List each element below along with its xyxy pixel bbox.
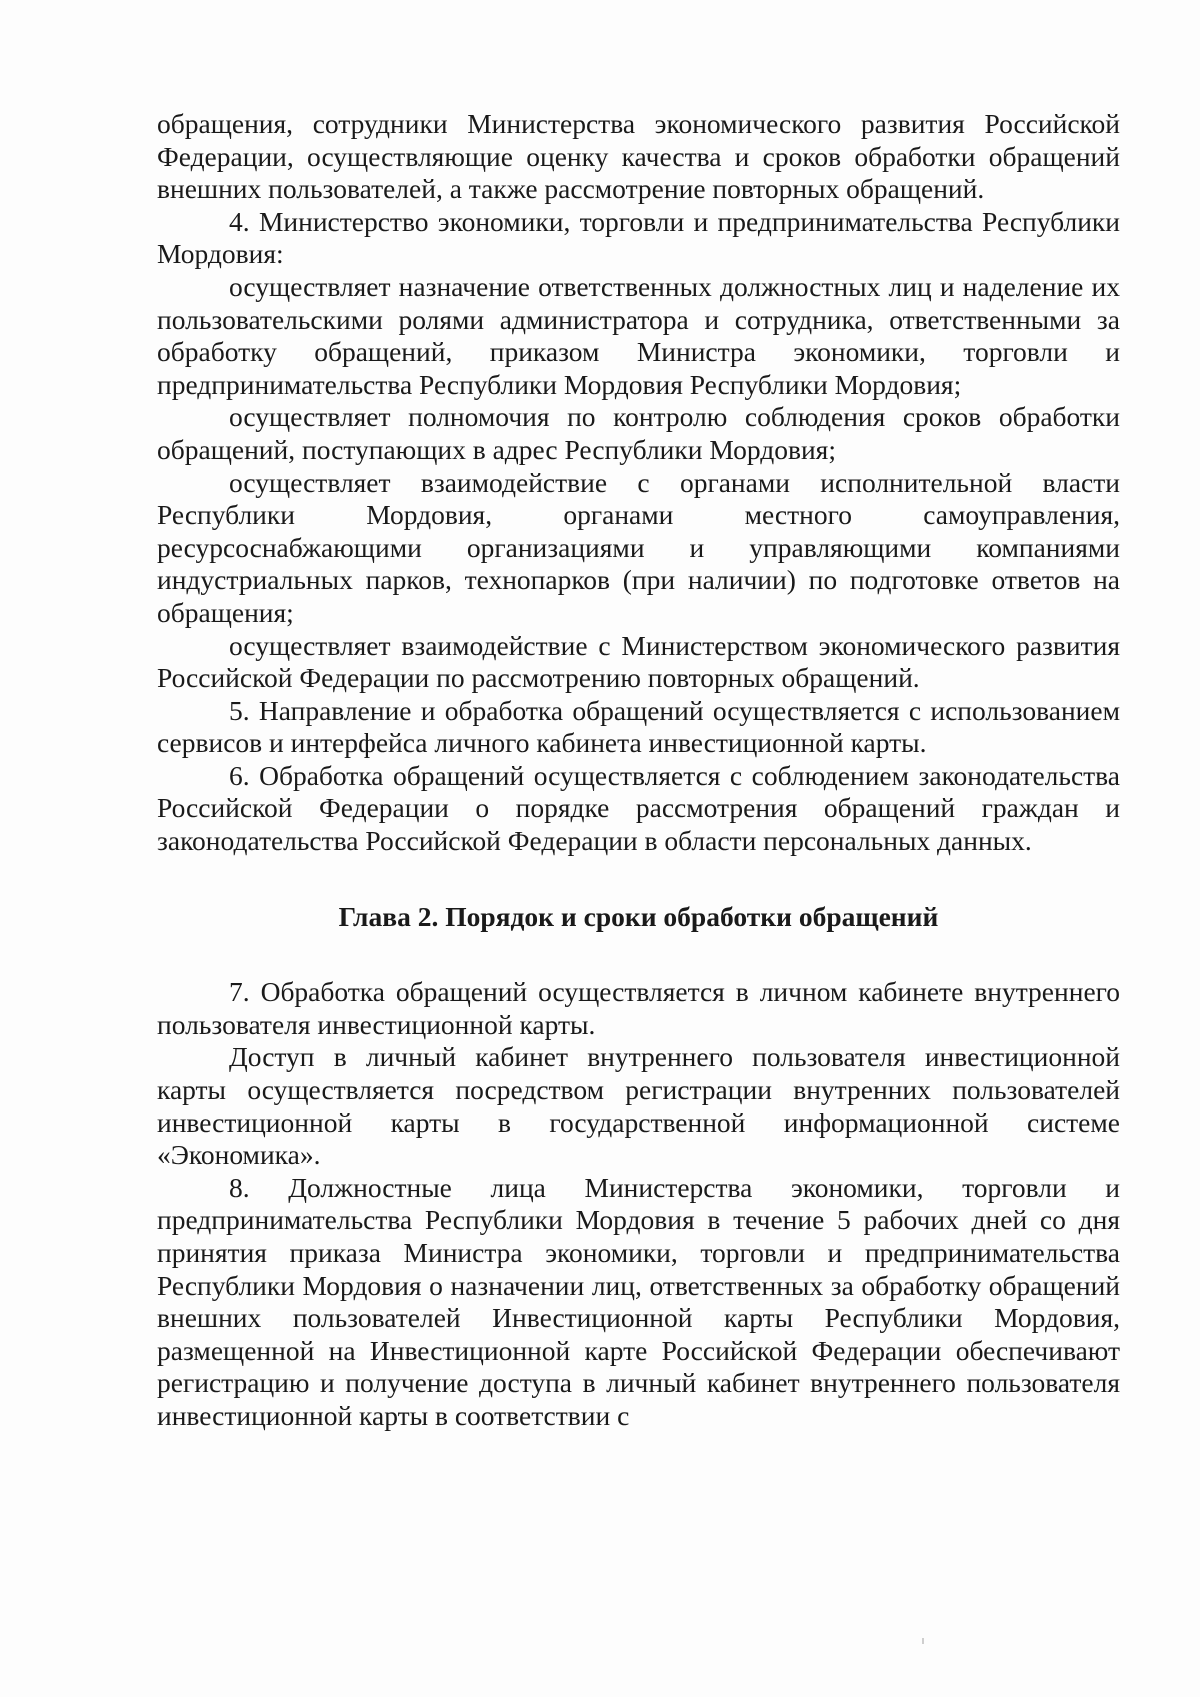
paragraph-item-4-duty-3: осуществляет взаимодействие с органами исполнительной власти Республики Мордовия, органами местного самоуправления, ресурсоснабжающими организациями и управляющими компаниями индустриальных парков, технопарков (при наличии) по подготовке ответов на обращения; xyxy=(157,466,1120,628)
document-body xyxy=(157,108,1120,1433)
paragraph-item-4: 4. Министерство экономики, торговли и предпринимательства Республики Мордовия: xyxy=(157,205,1120,270)
paragraph-item-8: 8. Должностные лица Министерства экономики, торговли и предпринимательства Республики Мордовия в течение 5 рабочих дней со дня принятия приказа Министра экономики, торговли и предпринимательства Республики Мордовия о назначении лиц, ответственных за обработку обращений внешних пользователей Инвестиционной карты Республики Мордовия, размещенной на Инвестиционной карте Российской Федерации обеспечивают регистрацию и получение доступа в личный кабинет внутреннего пользователя инвестиционной карты в соответствии с xyxy=(157,1171,1120,1431)
paragraph-item-4-duty-2: осуществляет полномочия по контролю соблюдения сроков обработки обращений, поступающих в адрес Республики Мордовия; xyxy=(157,401,1120,465)
paragraph-item-5: 5. Направление и обработка обращений осуществляется с использованием сервисов и интерфейса личного кабинета инвестиционной карты. xyxy=(157,694,1120,759)
paragraph-item-4-duty-1: осуществляет назначение ответственных должностных лиц и наделение их пользовательскими ролями администратора и сотрудника, ответственными за обработку обращений, приказом Министра экономики, торговли и предпринимательства Республики Мордовия Республики Мордовия; xyxy=(157,270,1120,400)
paragraph-item-7: 7. Обработка обращений осуществляется в личном кабинете внутреннего пользователя инвестиционной карты. xyxy=(157,976,1120,1040)
paragraph-item-4-duty-4: осуществляет взаимодействие с Министерством экономического развития Российской Федерации по рассмотрению повторных обращений. xyxy=(157,629,1120,694)
chapter-heading: Глава 2. Порядок и сроки обработки обращений xyxy=(338,900,939,932)
paragraph-continuation: обращения, сотрудники Министерства экономического развития Российской Федерации, осуществляющие оценку качества и сроков обработки обращений внешних пользователей, а также рассмотрение повторных обращений. xyxy=(157,108,1120,205)
paragraph-item-6: 6. Обработка обращений осуществляется с соблюдением законодательства Российской Федерации о порядке рассмотрения обращений граждан и законодательства Российской Федерации в области персональных данных. xyxy=(157,759,1120,857)
scan-speck xyxy=(922,1638,924,1644)
paragraph-item-7-access: Доступ в личный кабинет внутреннего пользователя инвестиционной карты осуществляется посредством регистрации внутренних пользователей инвестиционной карты в государственной информационной системе «Экономика». xyxy=(157,1041,1120,1171)
